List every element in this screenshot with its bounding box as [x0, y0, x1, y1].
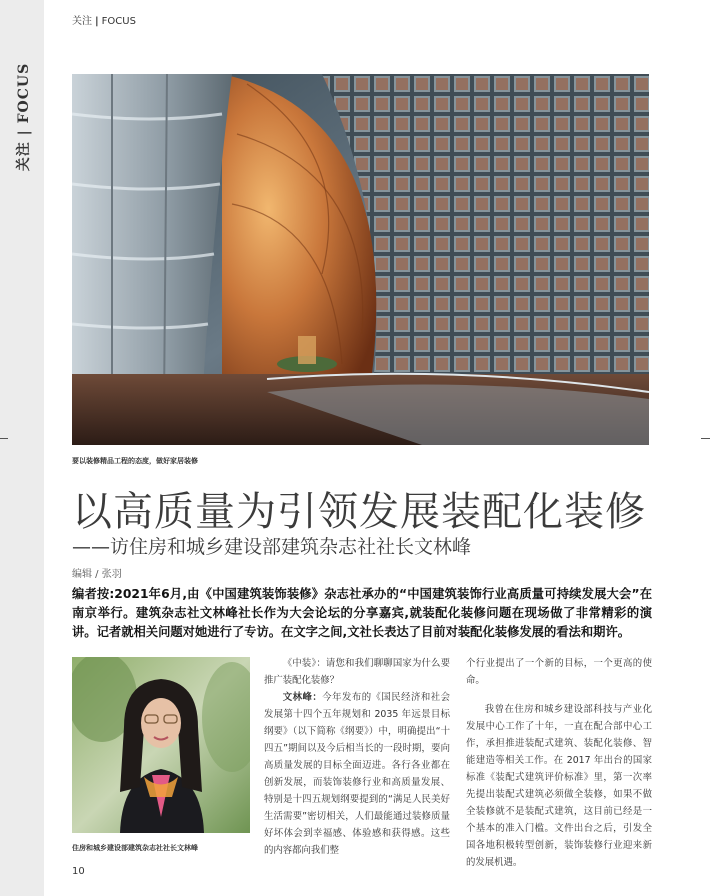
article-title: 以高质量为引领发展装配化装修 — [72, 489, 646, 535]
header-section-en: FOCUS — [101, 16, 136, 27]
editor-note: 编者按:2021年6月,由《中国建筑装饰装修》杂志社承办的“中国建筑装饰行业高质量可持续发展大会”在南京举行。建筑杂志社文林峰社长作为大会论坛的分享嘉宾,就装配化装修问题在现场做了非常精彩的演讲。记者就相关问题对她进行了专访。在文字之间,文社长表达了目前对装配化装修发展的看法和期许。 — [72, 587, 652, 639]
portrait-caption: 住房和城乡建设部建筑杂志社社长文林峰 — [72, 844, 198, 852]
section-tab-label: 关注 | FOCUS — [16, 62, 32, 172]
answer-text: 今年发布的《国民经济和社会发展第十四个五年规划和 2035 年远景目标纲要》（以下简称《纲要》）中，明确提出“十四五”期间以及今后相当长的一段时期，要向高质量发展的目标全面迈进。各行各业都在创新发展，而装饰装修行业和高质量发展、特别是十四五规划纲要提到的“满足人民美好生活需要”密切相关，人们最能通过装修质量好坏体会到幸福感、体验感和获得感。这些的内容都向我们整 — [264, 692, 450, 856]
page-number: 10 — [72, 866, 85, 877]
editor-byline: 编辑 / 张羽 — [72, 569, 122, 580]
column2-paragraph-1: 个行业提出了一个新的目标，一个更高的使命。 — [466, 658, 652, 686]
portrait-photo — [72, 657, 250, 833]
interview-answer — [264, 689, 450, 859]
header-section-cn: 关注 — [72, 16, 92, 27]
crop-mark — [701, 438, 710, 439]
running-header — [72, 12, 136, 27]
answer-speaker: 文林峰： — [282, 692, 323, 703]
section-tab — [6, 62, 40, 172]
interview-question: 《中装》：请您和我们聊聊国家为什么要推广装配化装修？ — [264, 658, 450, 686]
hero-photo-opera-house — [72, 74, 649, 445]
side-bar — [0, 0, 44, 896]
article-subtitle: ——访住房和城乡建设部建筑杂志社社长文林峰 — [72, 536, 472, 558]
header-separator: | — [95, 16, 99, 27]
crop-mark — [0, 438, 8, 439]
interview-column-2 — [466, 655, 652, 871]
hero-caption: 要以装修精品工程的态度，做好家居装修 — [72, 457, 198, 465]
interview-column-1 — [264, 655, 450, 859]
column2-paragraph-2: 我曾在住房和城乡建设部科技与产业化发展中心工作了十年，一直在配合部中心工作，承担推进装配式建筑、装配化装修、智能建造等相关工作。在 2017 年出台的国家标准《装配式建筑评价标准》里，第一次率先提出装配式建筑必须做全装修，如果不做全装修就不是装配式建筑，这目前已经是一个基本的准入门槛。文件出台之后，引发全国各地积极转型创新，装饰装修行业迎来新的发展机遇。 — [466, 704, 652, 868]
